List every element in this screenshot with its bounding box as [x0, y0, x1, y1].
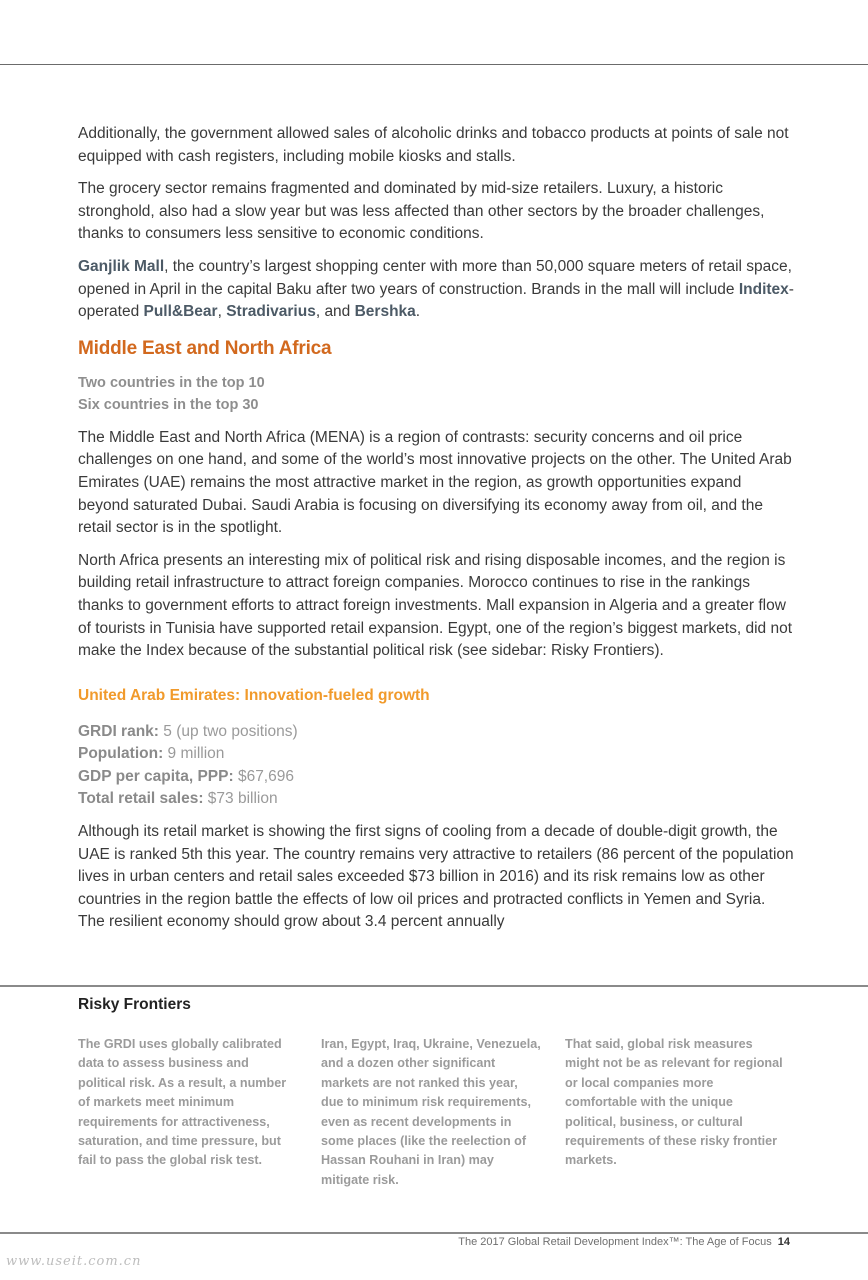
- sidebar-title: Risky Frontiers: [78, 996, 191, 1013]
- paragraph-grocery-sector: The grocery sector remains fragmented and dominated by mid-size retailers. Luxury, a historic stronghold, also had a slow year but was less affected than other sectors by the broader challenges, thanks to consumers less sensitive to economic conditions.: [78, 180, 765, 243]
- page-footer: [458, 1236, 790, 1248]
- sidebar-column-2: Iran, Egypt, Iraq, Ukraine, Venezuela, and a dozen other significant markets are not ranked this year, due to minimum risk requirements, even as recent developments in some places (like the reelection of Hassan Rouhani in Iran) may mitigate risk.: [321, 1037, 541, 1187]
- fact-population: Population: 9 million: [78, 745, 225, 763]
- footer-title: The 2017 Global Retail Development Index™: The Age of Focus: [458, 1236, 772, 1248]
- brand-inditex: Inditex: [738, 280, 789, 298]
- sidebar-divider: [0, 985, 868, 987]
- main-content: [78, 123, 794, 944]
- uae-subheading: United Arab Emirates: Innovation-fueled growth: [78, 686, 430, 704]
- region-stats: [78, 372, 794, 417]
- paragraph-uae-growth: Although its retail market is showing the first signs of cooling from a decade of double-digit growth, the UAE is ranked 5th this year. The country remains very attractive to retailers (86 percent of the population lives in urban centers and retail sales exceeded $73 billion in 2016) and its risk remains low as other countries in the region battle the effects of low oil prices and protracted conflicts in Yemen and Syria. The resilient economy should grow about 3.4 percent annually: [78, 823, 794, 931]
- paragraph-mena-overview: The Middle East and North Africa (MENA) is a region of contrasts: security concerns and oil price challenges on one hand, and some of the world’s most innovative projects on the other. The United Arab Emirates (UAE) remains the most attractive market in the region, as growth opportunities expand beyond saturated Dubai. Saudi Arabia is focusing on diversifying its economy away from oil, and the retail sector is in the spotlight.: [78, 428, 792, 537]
- footer-divider: [0, 1232, 868, 1234]
- watermark: www.useit.com.cn: [6, 1254, 142, 1269]
- paragraph-ganjlik-mall: Ganjlik Mall, the country’s largest shopping center with more than 50,000 square meters of retail space, opened in April in the capital Baku after two years of construction. Brands in the mall will include Inditex-operated Pull&Bear, Stradivarius, and Bershka.: [78, 257, 794, 321]
- paragraph-north-africa: North Africa presents an interesting mix of political risk and rising disposable incomes, and the region is building retail infrastructure to attract foreign companies. Morocco continues to rise in the rankings thanks to government efforts to attract foreign investments. Mall expansion in Algeria and a greater flow of tourists in Tunisia have supported retail expansion. Egypt, one of the region’s biggest markets, did not make the Index because of the substantial political risk (see sidebar: Risky Frontiers).: [78, 551, 792, 660]
- brand-stradivarius: Stradivarius: [226, 303, 316, 321]
- stat-top-10: Two countries in the top 10: [78, 374, 265, 391]
- section-title: Middle East and North Africa: [78, 337, 332, 359]
- fact-grdi-rank: GRDI rank: 5 (up two positions): [78, 722, 298, 740]
- uae-fact-list: [78, 721, 794, 811]
- stat-top-30: Six countries in the top 30: [78, 397, 259, 414]
- top-divider: [0, 64, 868, 65]
- brand-ganjlik-mall: Ganjlik Mall: [78, 257, 165, 275]
- fact-gdp-per-capita: GDP per capita, PPP: $67,696: [78, 767, 294, 785]
- brand-pull-and-bear: Pull&Bear: [143, 303, 218, 321]
- page-number: 14: [777, 1236, 790, 1248]
- brand-bershka: Bershka: [354, 303, 416, 321]
- sidebar-column-1: The GRDI uses globally calibrated data to assess business and political risk. As a result, a number of markets meet minimum requirements for attractiveness, saturation, and time pressure, but fail to pass the global risk test.: [78, 1037, 287, 1168]
- fact-total-retail-sales: Total retail sales: $73 billion: [78, 790, 278, 808]
- paragraph-alcohol-sales: Additionally, the government allowed sales of alcoholic drinks and tobacco products at points of sale not equipped with cash registers, including mobile kiosks and stalls.: [78, 125, 789, 165]
- sidebar-column-3: That said, global risk measures might not be as relevant for regional or local companies more comfortable with the unique political, business, or cultural requirements of these risky frontier markets.: [565, 1037, 783, 1168]
